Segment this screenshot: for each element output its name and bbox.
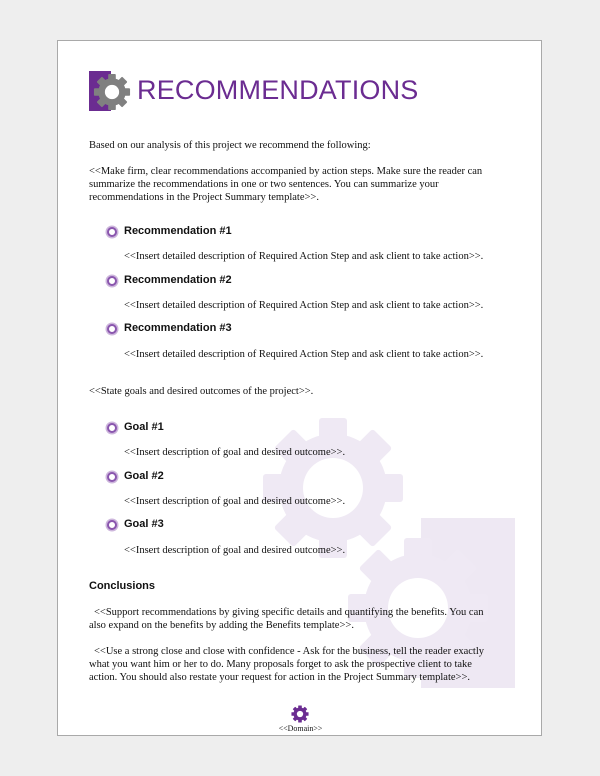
bullet-icon [107,472,117,482]
footer-domain: <<Domain>> [278,724,323,733]
instruction-line: <<Make firm, clear recommendations accompanied by action steps. Make sure the reader can [89,166,483,177]
goal-description: <<Insert description of goal and desired outcome>>. [124,447,346,458]
goals-intro: <<State goals and desired outcomes of the project>>. [89,386,314,397]
conclusion-line: <<Use a strong close and close with confidence - Ask for the business, tell the reader exactly [94,646,485,657]
recommendation-heading: Recommendation #2 [124,274,232,286]
bullet-icon [107,423,117,433]
goal-heading: Goal #1 [124,421,164,433]
conclusions-heading: Conclusions [89,580,156,592]
recommendation-heading: Recommendation #1 [124,225,232,237]
recommendation-description: <<Insert detailed description of Required Action Step and ask client to take action>>. [124,300,484,311]
conclusion-line: action. You should also restate your request for action in the Project Summary template>>. [89,672,471,683]
intro-text: Based on our analysis of this project we recommend the following: [89,140,371,151]
footer-gear-icon [291,705,309,723]
conclusion-line: also expand on the benefits by adding the Benefits template>>. [89,620,354,631]
recommendation-description: <<Insert detailed description of Required Action Step and ask client to take action>>. [124,251,484,262]
bullet-icon [107,276,117,286]
goal-description: <<Insert description of goal and desired outcome>>. [124,496,346,507]
conclusion-line: <<Support recommendations by giving specific details and quantifying the benefits. You can [94,607,484,618]
document-page [57,40,542,736]
goal-description: <<Insert description of goal and desired outcome>>. [124,545,346,556]
gear-icon [93,73,131,111]
page-header [89,71,509,111]
page-title: RECOMMENDATIONS [137,75,419,105]
bullet-icon [107,324,117,334]
goal-heading: Goal #3 [124,518,164,530]
instruction-line: recommendations in the Project Summary template>>. [89,192,319,203]
goal-heading: Goal #2 [124,470,164,482]
recommendation-description: <<Insert detailed description of Required Action Step and ask client to take action>>. [124,349,484,360]
conclusion-line: what you want him or her to do. Many proposals forget to ask the prospective client to take [89,659,472,670]
bullet-icon [107,227,117,237]
bullet-icon [107,520,117,530]
instruction-line: summarize the recommendations in one or two sentences. You can summarize your [89,179,439,190]
recommendation-heading: Recommendation #3 [124,322,232,334]
